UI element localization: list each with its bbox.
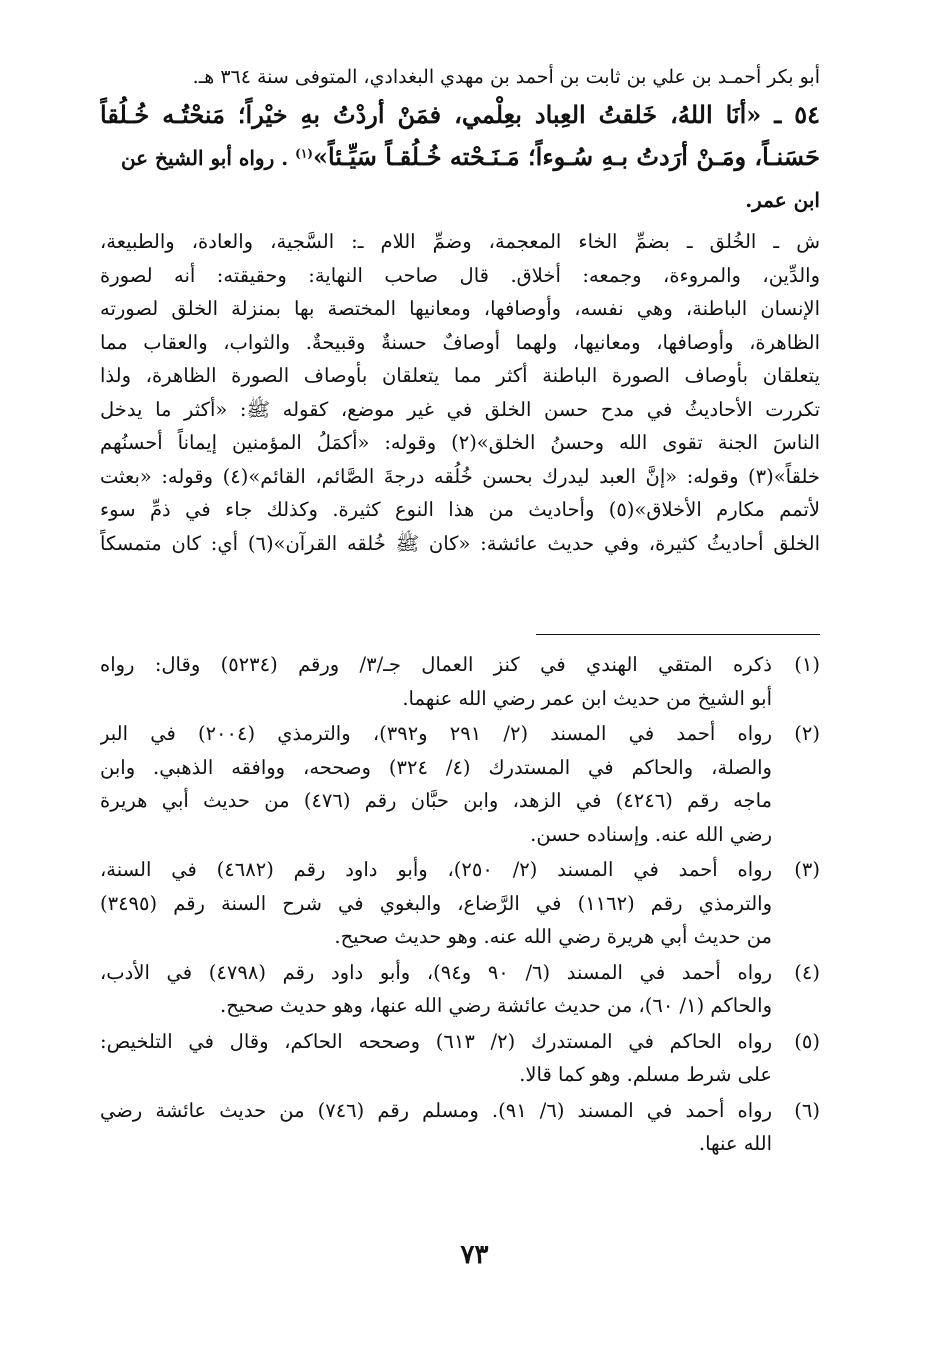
commentary-line: الظاهرة، وأوصافها، ومعانيها، ولهما أوصافٌ حسنةٌ وقبيحةٌ. والثواب، والعقاب مما bbox=[100, 330, 820, 354]
footnotes bbox=[100, 648, 820, 1163]
footnote-line: ماجه رقم (٤٢٤٦) في الزهد، وابن حبَّان رقم (٤٧٦) من حديث أبي هريرة bbox=[100, 789, 772, 812]
footnote-6 bbox=[100, 1094, 820, 1161]
footnote-number: (٦) bbox=[794, 1098, 820, 1122]
footnote-line: ذكره المتقي الهندي في كنز العمال جـ/٣/ ورقم (٥٢٣٤) وقال: رواه bbox=[100, 653, 772, 676]
commentary-line: الإنسان الباطنة، وهي نفسه، وأوصافها، ومعانيها المختصة بها بمنزلة الخلق لصورته bbox=[100, 297, 820, 320]
footnote-line: من حديث أبي هريرة رضي الله عنه. وهو حديث صحيح. bbox=[334, 925, 772, 948]
footnote-body bbox=[100, 717, 772, 851]
footnote-line: والترمذي رقم (١١٦٢) في الرَّضاع، والبغوي في شرح السنة رقم (٣٤٩٥) bbox=[100, 891, 772, 915]
footnote-body bbox=[100, 956, 772, 1023]
commentary-line: خلقاً»(٣) وقوله: «إنَّ العبد ليدرك بحسن خُلُقه درجةَ الصَّائم، القائم»(٤) وقوله: «بعثت bbox=[100, 464, 820, 488]
footnote-number: (٣) bbox=[794, 858, 820, 881]
commentary bbox=[100, 225, 820, 560]
footnote-line: رواه أحمد في المسند (٦/ ٩٠ و٩٤)، وأبو داود رقم (٤٧٩٨) في الأدب، bbox=[100, 960, 772, 984]
hadith-narration: رواه أبو الشيخ عن bbox=[120, 146, 275, 170]
footnote-number: (٥) bbox=[794, 1029, 820, 1053]
intro-line: أبو بكر أحمـد بن علي بن ثابت بن أحمد بن مهدي البغدادي، المتوفى سنة ٣٦٤ هـ. bbox=[192, 66, 820, 88]
page-number: ٧٣ bbox=[460, 1240, 489, 1270]
hadith-line-2: حَسَنـاً، ومَـنْ أرَدتُ بـهِ سُـوءاً؛ مَـنَـحْته خُـلُقـاً سَيِّـئاً»$^{(١)}$ . رواه أبو الشيخ عن bbox=[120, 142, 820, 171]
footnote-line: على شرط مسلم. وهو كما قالا. bbox=[519, 1063, 772, 1086]
footnote-line: رواه الحاكم في المستدرك (٢/ ٦١٣) وصححه الحاكم، وقال في التلخيص: bbox=[100, 1029, 772, 1053]
footnote-4 bbox=[100, 956, 820, 1023]
footnote-body bbox=[100, 853, 772, 954]
hadith-ref-mark: (١) bbox=[295, 146, 313, 161]
hadith-text-2: حَسَنـاً، ومَـنْ أرَدتُ بـهِ سُـوءاً؛ مَـنَـحْته خُـلُقـاً سَيِّـئاً» bbox=[312, 142, 820, 171]
commentary-line: لأتمم مكارم الأخلاق»(٥) وأحاديث من هذا النوع كثيرة. وكذلك جاء في ذمِّ سوء bbox=[100, 498, 820, 521]
commentary-line: والدِّين، والمروءة، وجمعه: أخلاق. قال صاحب النهاية: وحقيقته: أنه لصورة bbox=[100, 263, 820, 287]
hadith-narration-end: ابن عمر. bbox=[745, 188, 820, 212]
footnote-line: الله عنها. bbox=[698, 1132, 772, 1155]
footnote-5 bbox=[100, 1025, 820, 1092]
footnote-2 bbox=[100, 717, 820, 851]
commentary-line: الخلق أحاديثُ كثيرة، وفي حديث عائشة: «كان ﷺ خُلقه القرآن»(٦) أي: كان متمسكاً bbox=[100, 531, 820, 555]
hadith-line-1: ٥٤ ـ «أنَا اللهُ، خَلقتُ العِباد بعِلْمي، فمَنْ أردْتُ بهِ خيْراً؛ مَنحْتُـه خُـلُقاً bbox=[100, 100, 820, 129]
footnote-line: والصلة، والحاكم في المستدرك (٤/ ٣٢٤) وصححه، ووافقه الذهبي. وابن bbox=[100, 755, 772, 779]
commentary-line: ش ـ الخُلق ـ بضمِّ الخاء المعجمة، وضمِّ اللام ـ: السَّجية، والعادة، والطبيعة، bbox=[100, 230, 820, 253]
footnote-line: رواه أحمد في المسند (٦/ ٩١). ومسلم رقم (٧٤٦) من حديث عائشة رضي bbox=[100, 1098, 772, 1122]
footnote-line: رواه أحمد في المسند (٢/ ٢٥٠)، وأبو داود رقم (٤٦٨٢) في السنة، bbox=[100, 858, 772, 881]
footnote-body bbox=[100, 1094, 772, 1161]
footnote-body bbox=[100, 1025, 772, 1092]
footnote-line: أبو الشيخ من حديث ابن عمر رضي الله عنهما. bbox=[402, 686, 772, 710]
footnote-line: والحاكم (١/ ٦٠)، من حديث عائشة رضي الله عنها، وهو حديث صحيح. bbox=[220, 994, 772, 1017]
footnote-body bbox=[100, 648, 772, 715]
footnote-number: (١) bbox=[794, 653, 820, 676]
footnote-line: رضي الله عنه. وإسناده حسن. bbox=[530, 822, 772, 846]
footnote-number: (٢) bbox=[794, 722, 820, 745]
footnote-1 bbox=[100, 648, 820, 715]
page-body bbox=[100, 62, 820, 560]
footnote-line: رواه أحمد في المسند (٢/ ٢٩١ و٣٩٢)، والترمذي (٢٠٠٤) في البر bbox=[100, 722, 772, 745]
footnote-number: (٤) bbox=[794, 960, 820, 984]
commentary-line: الناسَ الجنة تقوى الله وحسنُ الخلق»(٢) وقوله: «أكمَلُ المؤمنين إيماناً أحسنُهم bbox=[100, 431, 820, 454]
commentary-line: يتعلقان بأوصاف الصورة الباطنة أكثر مما يتعلقان بأوصاف الصورة الظاهرة، ولذا bbox=[100, 364, 820, 387]
footnote-separator bbox=[536, 634, 820, 635]
commentary-line: تكررت الأحاديثُ في مدح حسن الخلق في غير موضع، كقوله ﷺ: «أكثر ما يدخل bbox=[100, 397, 820, 421]
footnote-3 bbox=[100, 853, 820, 954]
